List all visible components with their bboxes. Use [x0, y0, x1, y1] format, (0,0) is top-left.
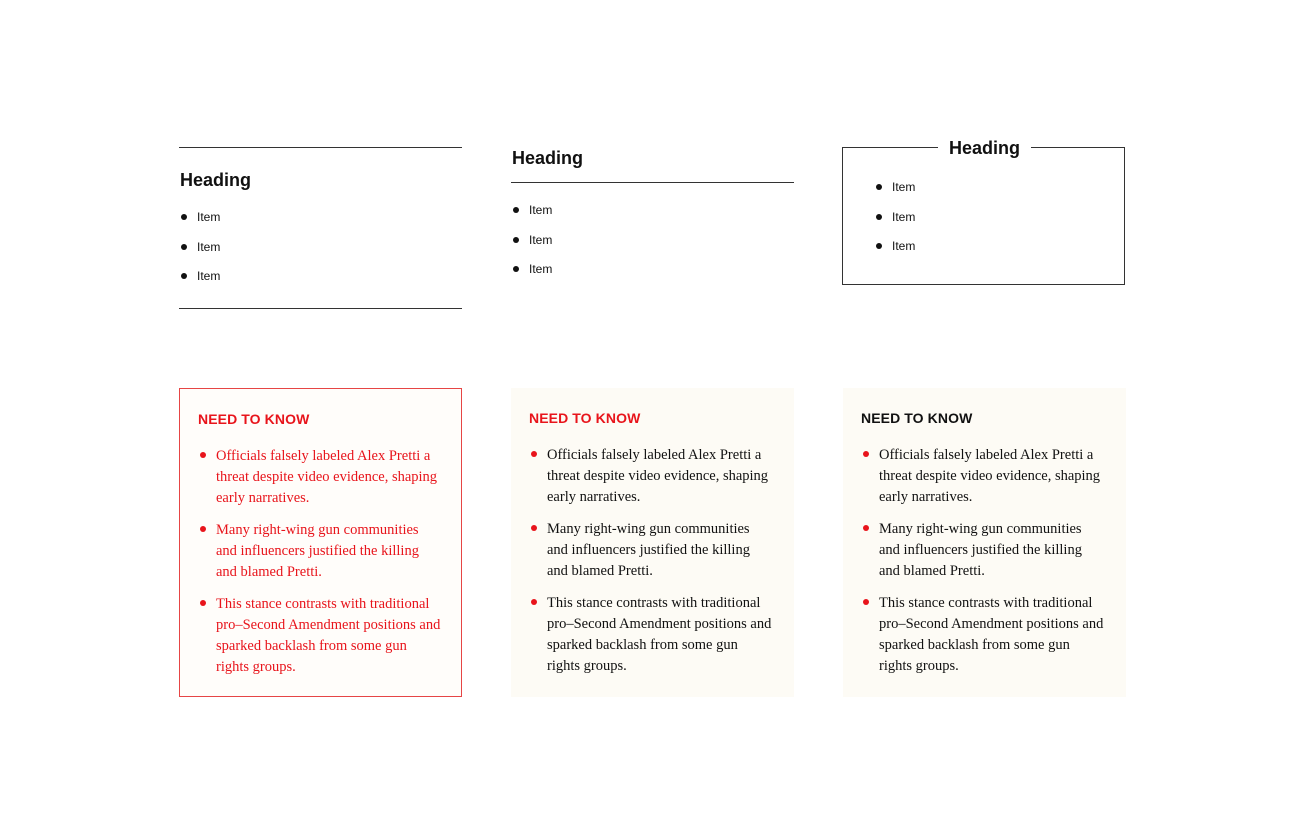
need-to-know-title: NEED TO KNOW [529, 410, 641, 426]
bullet-icon [513, 237, 519, 243]
item-list [874, 180, 1104, 253]
bullet-icon [200, 600, 206, 606]
need-to-know-list [198, 446, 443, 678]
list-item-text: Officials falsely labeled Alex Pretti a threat despite video evidence, shaping early narratives. [216, 448, 438, 506]
bullet-icon [200, 452, 206, 458]
need-to-know-card-red [179, 388, 462, 697]
bullet-icon [863, 599, 869, 605]
need-to-know-card-red-title [511, 388, 794, 697]
bullet-icon [531, 451, 537, 457]
list-item [874, 239, 1104, 253]
list-item-label: Item [529, 262, 553, 276]
item-list [511, 203, 794, 276]
list-item [529, 593, 774, 677]
heading-list-box-ruled [179, 147, 462, 309]
list-item-text: This stance contrasts with traditional pro–Second Amendment positions and sparked backlash from some gun rights groups. [216, 596, 441, 675]
list-item-label: Item [892, 239, 916, 253]
bullet-icon [181, 273, 187, 279]
list-item-text: Many right-wing gun communities and influencers justified the killing and blamed Pretti. [879, 521, 1082, 579]
list-item [511, 233, 794, 247]
bullet-icon [531, 599, 537, 605]
heading-list-box-underlined [511, 144, 794, 284]
need-to-know-list [861, 445, 1106, 677]
list-item [198, 594, 443, 678]
item-list [179, 210, 462, 283]
list-item [874, 180, 1104, 194]
bullet-icon [200, 526, 206, 532]
list-item-text: This stance contrasts with traditional pro–Second Amendment positions and sparked backlash from some gun rights groups. [547, 595, 772, 674]
list-item-label: Item [197, 269, 221, 283]
list-item [861, 445, 1106, 508]
list-item [179, 240, 462, 254]
list-item [861, 519, 1106, 582]
list-item-text: This stance contrasts with traditional pro–Second Amendment positions and sparked backlash from some gun rights groups. [879, 595, 1104, 674]
need-to-know-title: NEED TO KNOW [861, 410, 973, 426]
box-heading: Heading [938, 137, 1031, 159]
bullet-icon [863, 451, 869, 457]
bullet-icon [181, 214, 187, 220]
box-heading: Heading [512, 148, 584, 168]
list-item [198, 520, 443, 583]
list-item [861, 593, 1106, 677]
list-item [874, 210, 1104, 224]
list-item-label: Item [197, 210, 221, 224]
need-to-know-title: NEED TO KNOW [198, 411, 310, 427]
need-to-know-card-dark-title [843, 388, 1126, 697]
box-heading: Heading [180, 170, 252, 190]
list-item-label: Item [529, 232, 553, 247]
bullet-icon [876, 184, 882, 190]
bullet-icon [876, 243, 882, 249]
list-item [179, 269, 462, 283]
heading-list-box-framed [842, 138, 1125, 285]
bullet-icon [513, 266, 519, 272]
list-item-text: Many right-wing gun communities and influencers justified the killing and blamed Pretti. [216, 522, 419, 580]
list-item-label: Item [892, 180, 916, 194]
list-item-text: Officials falsely labeled Alex Pretti a threat despite video evidence, shaping early narratives. [547, 447, 769, 505]
need-to-know-list [529, 445, 774, 677]
list-item [511, 262, 794, 276]
bullet-icon [531, 525, 537, 531]
list-item [511, 203, 794, 217]
list-item [179, 210, 462, 224]
list-item-text: Officials falsely labeled Alex Pretti a threat despite video evidence, shaping early narratives. [879, 447, 1101, 505]
list-item [529, 445, 774, 508]
list-item [198, 446, 443, 509]
list-item-label: Item [197, 239, 221, 254]
bullet-icon [181, 244, 187, 250]
list-item-label: Item [529, 203, 553, 217]
bullet-icon [876, 214, 882, 220]
list-item [529, 519, 774, 582]
bullet-icon [513, 207, 519, 213]
list-item-text: Many right-wing gun communities and influencers justified the killing and blamed Pretti. [547, 521, 750, 579]
heading-divider [511, 182, 794, 183]
bullet-icon [863, 525, 869, 531]
list-item-label: Item [892, 209, 916, 224]
